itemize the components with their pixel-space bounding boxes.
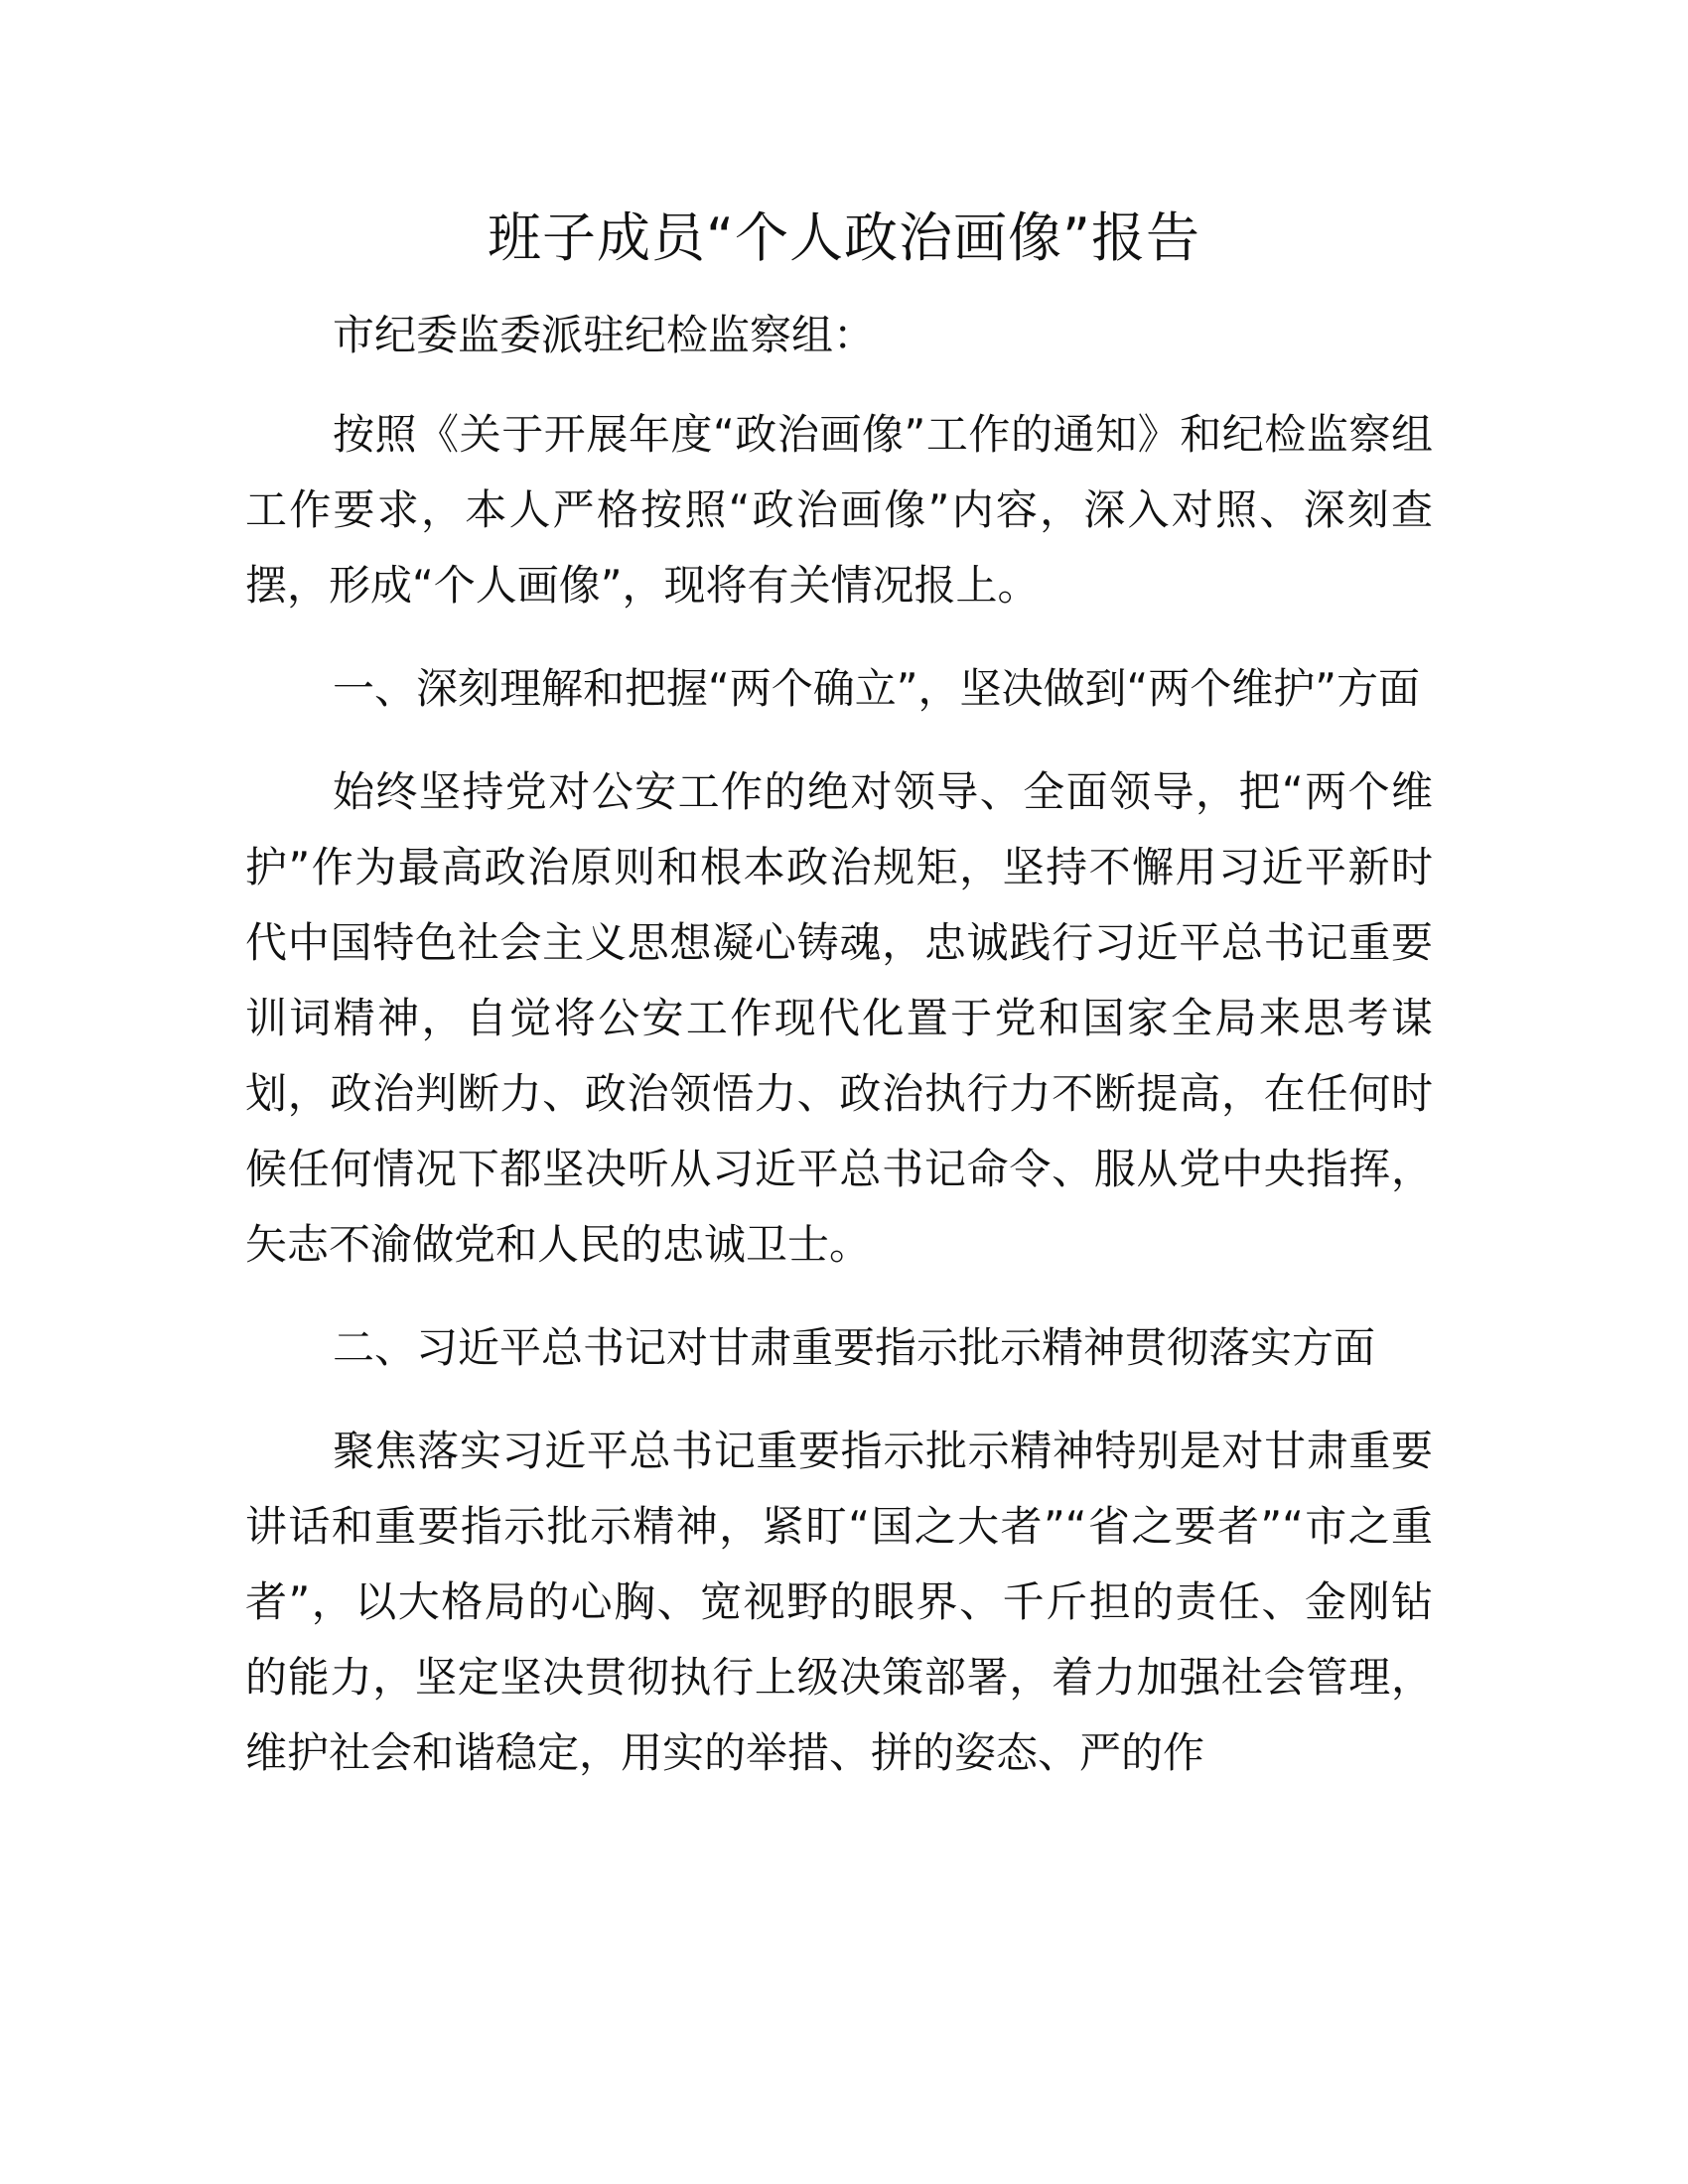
document-title: 班子成员“个人政治画像”报告 xyxy=(488,206,1200,269)
paragraph-section-1: 始终坚持党对公安工作的绝对领导、全面领导，把“两个维护”作为最高政治原则和根本政治规矩，坚持不懈用习近平新时代中国特色社会主义思想凝心铸魂，忠诚践行习近平总书记重要训词精神，自觉将公安工作现代化置于党和国家全局来思考谋划，政治判断力、政治领悟力、政治执行力不断提高，在任何时候任何情况下都坚决听从习近平总书记命令、服从党中央指挥，矢志不渝做党和人民的忠诚卫士。 xyxy=(245,767,1433,1269)
salutation: 市纪委监委派驻纪检监察组： xyxy=(333,311,876,359)
section-heading-1: 一、深刻理解和把握“两个确立”，坚决做到“两个维护”方面 xyxy=(333,664,1421,713)
document-body xyxy=(245,298,1433,1819)
section-heading-2: 二、习近平总书记对甘肃重要指示批示精神贯彻落实方面 xyxy=(333,1323,1376,1372)
paragraph-intro: 按照《关于开展年度“政治画像”工作的通知》和纪检监察组工作要求，本人严格按照“政治画像”内容，深入对照、深刻查摆，形成“个人画像”，现将有关情况报上。 xyxy=(245,410,1433,610)
paragraph-section-2: 聚焦落实习近平总书记重要指示批示精神特别是对甘肃重要讲话和重要指示批示精神，紧盯“国之大者”“省之要者”“市之重者”，以大格局的心胸、宽视野的眼界、千斤担的责任、金刚钻的能力，坚定坚决贯彻执行上级决策部署，着力加强社会管理，维护社会和谐稳定，用实的举措、拼的姿态、严的作 xyxy=(245,1427,1433,1777)
